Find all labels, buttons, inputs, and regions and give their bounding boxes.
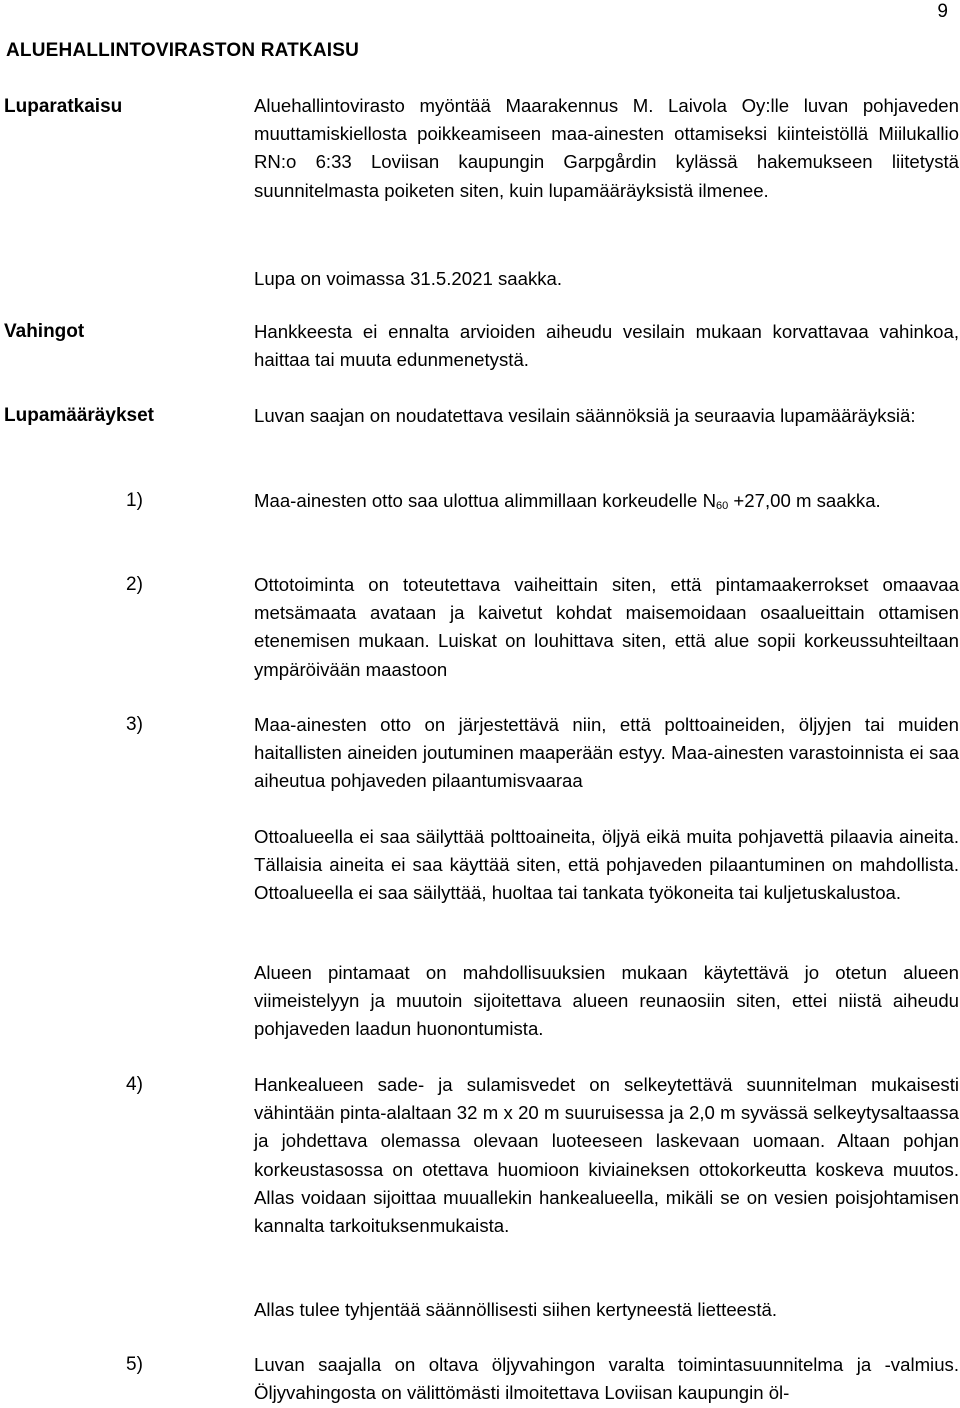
- item-4-extra-1: Allas tulee tyhjentää säännöllisesti siihen kertyneestä lietteestä.: [254, 1299, 777, 1320]
- item-3-extra-2: Alueen pintamaat on mahdollisuuksien mukaan käytettävä jo otetun alueen viimeistelyyn ja muutoin sijoitettava alueen reunaosiin siten, ettei niistä aiheudu pohjaveden laadun huonontumista.: [254, 962, 959, 1040]
- section-label-lupamaaraykset: Lupamääräykset: [4, 405, 154, 426]
- item-number-3: 3): [126, 714, 143, 735]
- item-3-extra-1: Ottoalueella ei saa säilyttää polttoaineita, öljyä eikä muita pohjavettä pilaavia aineita. Tällaisia aineita ei saa käyttää siten, että pohjaveden pilaantuminen on mahdollista. Ottoalueella ei saa säilyttää, huoltaa tai tankata työkoneita tai kuljetuskalustoa.: [254, 826, 959, 904]
- luparatkaisu-text: Aluehallintovirasto myöntää Maarakennus M. Laivola Oy:lle luvan pohjaveden muuttamiskiellosta poikkeamiseen maa-ainesten ottamiseksi kiinteistöllä Miilukallio RN:o 6:33 Loviisan kaupungin Garpgårdin kylässä hakemukseen liitetystä suunnitelmasta poiketen siten, kuin lupamääräyksistä ilmenee.: [254, 95, 959, 201]
- item-number-5: 5): [126, 1354, 143, 1375]
- item-text-4: Hankealueen sade- ja sulamisvedet on selkeytettävä suunnitelman mukaisesti vähintään pinta-alaltaan 32 m x 20 m suuruisessa ja 2,0 m syvässä selkeytysaltaassa ja johdettava olemassa olevaan luoteeseen laskevaan uomaan. Altaan pohjan korkeustasossa on otettava huomioon kiviaineksen ottokorkeutta koskeva muutos. Allas voidaan sijoittaa muuallekin hankealueella, mikäli se on vesien poisjohtamisen kannalta tarkoituksenmukaista.: [254, 1074, 959, 1237]
- page-number: 9: [937, 1, 948, 22]
- section-label-vahingot: Vahingot: [4, 321, 85, 342]
- item-1-text-after: +27,00 m saakka.: [728, 490, 881, 511]
- item-text-2: Ottotoiminta on toteutettava vaiheittain siten, että pintamaakerrokset omaavaa metsämaata avataan ja kaivetut kohdat maisemoidaan osaalueittain ottamisen etenemisen mukaan. Luiskat on louhittava siten, että alue sopii korkeussuhteiltaan ympäröivään maastoon: [254, 574, 959, 680]
- item-number-2: 2): [126, 574, 143, 595]
- item-1-text-before: Maa-ainesten otto saa ulottua alimmillaan korkeudelle N: [254, 490, 716, 511]
- item-text-5: Luvan saajalla on oltava öljyvahingon varalta toimintasuunnitelma ja -valmius. Öljyvahingosta on välittömästi ilmoitettava Loviisan kaupungin öl-: [254, 1354, 959, 1404]
- lupamaaraykset-text: Luvan saajan on noudatettava vesilain säännöksiä ja seuraavia lupamääräyksiä:: [254, 405, 916, 426]
- section-label-luparatkaisu: Luparatkaisu: [4, 96, 123, 117]
- item-number-4: 4): [126, 1074, 143, 1095]
- item-1-subscript: 60: [716, 500, 729, 512]
- item-text-1: [254, 487, 959, 520]
- vahingot-text: Hankkeesta ei ennalta arvioiden aiheudu vesilain mukaan korvattavaa vahinkoa, haittaa tai muuta edunmenetystä.: [254, 321, 959, 371]
- item-text-3: Maa-ainesten otto on järjestettävä niin, että polttoaineiden, öljyjen tai muiden haitallisten aineiden joutuminen maaperään estyy. Maa-ainesten varastoinnista ei saa aiheutua pohjaveden pilaantumisvaaraa: [254, 714, 959, 792]
- item-number-1: 1): [126, 490, 143, 511]
- validity-text: Lupa on voimassa 31.5.2021 saakka.: [254, 268, 563, 289]
- page-heading: ALUEHALLINTOVIRASTON RATKAISU: [6, 40, 360, 61]
